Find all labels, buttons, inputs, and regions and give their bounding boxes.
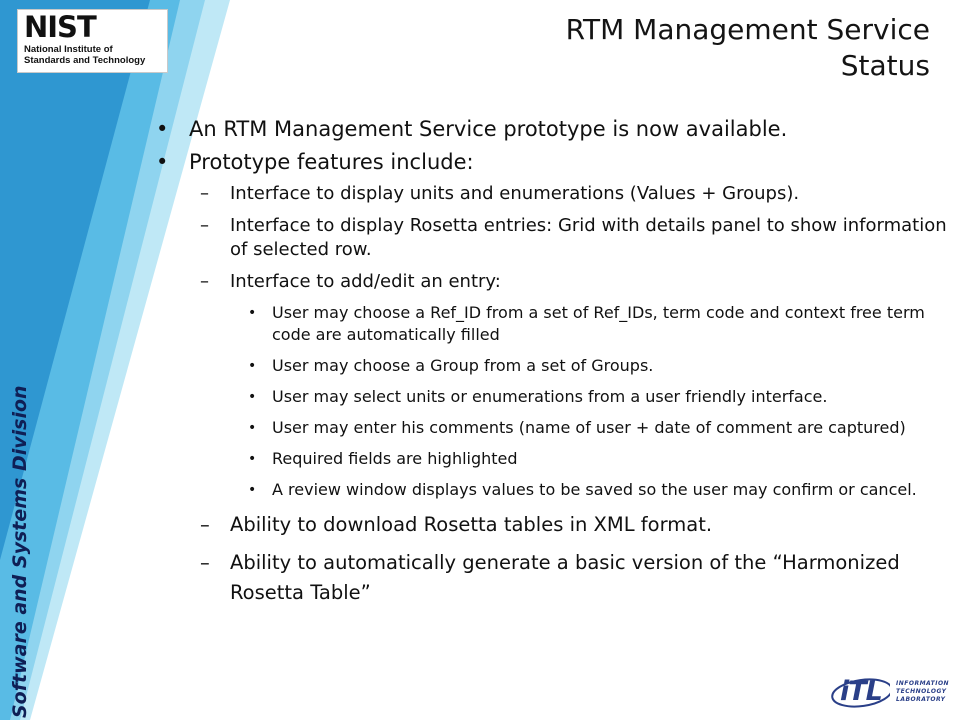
nist-subtitle-line2: Standards and Technology bbox=[24, 55, 146, 66]
bullet-item bbox=[152, 149, 952, 175]
sub-bullet-icon: • bbox=[248, 420, 257, 436]
sub-bullet-item bbox=[152, 302, 952, 346]
sub-bullet-icon: • bbox=[248, 482, 257, 498]
sub-bullet-item bbox=[152, 386, 952, 408]
dash-text: Interface to display units and enumerations (Values + Groups). bbox=[230, 183, 800, 204]
dash-icon: – bbox=[200, 513, 210, 536]
sub-bullet-item bbox=[152, 479, 952, 501]
sub-bullet-text: User may select units or enumerations from a user friendly interface. bbox=[272, 387, 828, 406]
dash-text: Ability to download Rosetta tables in XML format. bbox=[230, 513, 713, 536]
sub-bullet-item bbox=[152, 417, 952, 439]
bullet-text: An RTM Management Service prototype is now available. bbox=[189, 117, 788, 141]
nist-subtitle bbox=[24, 44, 164, 66]
slide-content bbox=[152, 116, 952, 616]
dash-item bbox=[152, 214, 952, 262]
sub-bullet-text: User may choose a Ref_ID from a set of Ref_IDs, term code and context free term code are automatically filled bbox=[272, 303, 925, 344]
dash-icon: – bbox=[200, 551, 210, 574]
sub-bullet-icon: • bbox=[248, 358, 257, 374]
sub-bullet-item bbox=[152, 355, 952, 377]
dash-item bbox=[152, 510, 952, 540]
dash-icon: – bbox=[200, 215, 209, 236]
itl-subtitle-line1: INFORMATION bbox=[896, 680, 950, 687]
slide-title-line1: RTM Management Service bbox=[565, 13, 930, 46]
dash-text: Interface to add/edit an entry: bbox=[230, 271, 501, 292]
nist-wordmark: NIST bbox=[24, 10, 96, 44]
sub-bullet-text: User may choose a Group from a set of Groups. bbox=[272, 356, 654, 375]
dash-item bbox=[152, 270, 952, 294]
sub-bullet-text: User may enter his comments (name of user + date of comment are captured) bbox=[272, 418, 906, 437]
sidebar-division-label: Software and Systems Division bbox=[9, 385, 31, 718]
itl-subtitle-line2: TECHNOLOGY bbox=[896, 688, 947, 695]
sub-bullet-text: Required fields are highlighted bbox=[272, 449, 518, 468]
bullet-item bbox=[152, 116, 952, 142]
sub-bullet-item bbox=[152, 448, 952, 470]
itl-subtitle-line3: LABORATORY bbox=[896, 696, 946, 703]
dash-item bbox=[152, 182, 952, 206]
dash-item bbox=[152, 548, 952, 608]
sub-bullet-icon: • bbox=[248, 305, 257, 321]
slide-title-line2: Status bbox=[840, 49, 930, 82]
sub-bullet-icon: • bbox=[248, 451, 257, 467]
bullet-text: Prototype features include: bbox=[189, 150, 474, 174]
bullet-icon: • bbox=[156, 117, 169, 141]
dash-icon: – bbox=[200, 183, 209, 204]
itl-wordmark: iTL bbox=[840, 676, 882, 707]
dash-text: Interface to display Rosetta entries: Grid with details panel to show information of selected row. bbox=[230, 215, 947, 260]
nist-logo bbox=[17, 9, 168, 73]
sub-bullet-text: A review window displays values to be saved so the user may confirm or cancel. bbox=[272, 480, 917, 499]
itl-subtitle bbox=[896, 680, 956, 704]
dash-text: Ability to automatically generate a basic version of the “Harmonized Rosetta Table” bbox=[230, 551, 900, 604]
slide-title bbox=[370, 12, 930, 84]
bullet-icon: • bbox=[156, 150, 169, 174]
itl-logo bbox=[830, 676, 950, 710]
sub-bullet-icon: • bbox=[248, 389, 257, 405]
nist-subtitle-line1: National Institute of bbox=[24, 44, 113, 55]
dash-icon: – bbox=[200, 271, 209, 292]
